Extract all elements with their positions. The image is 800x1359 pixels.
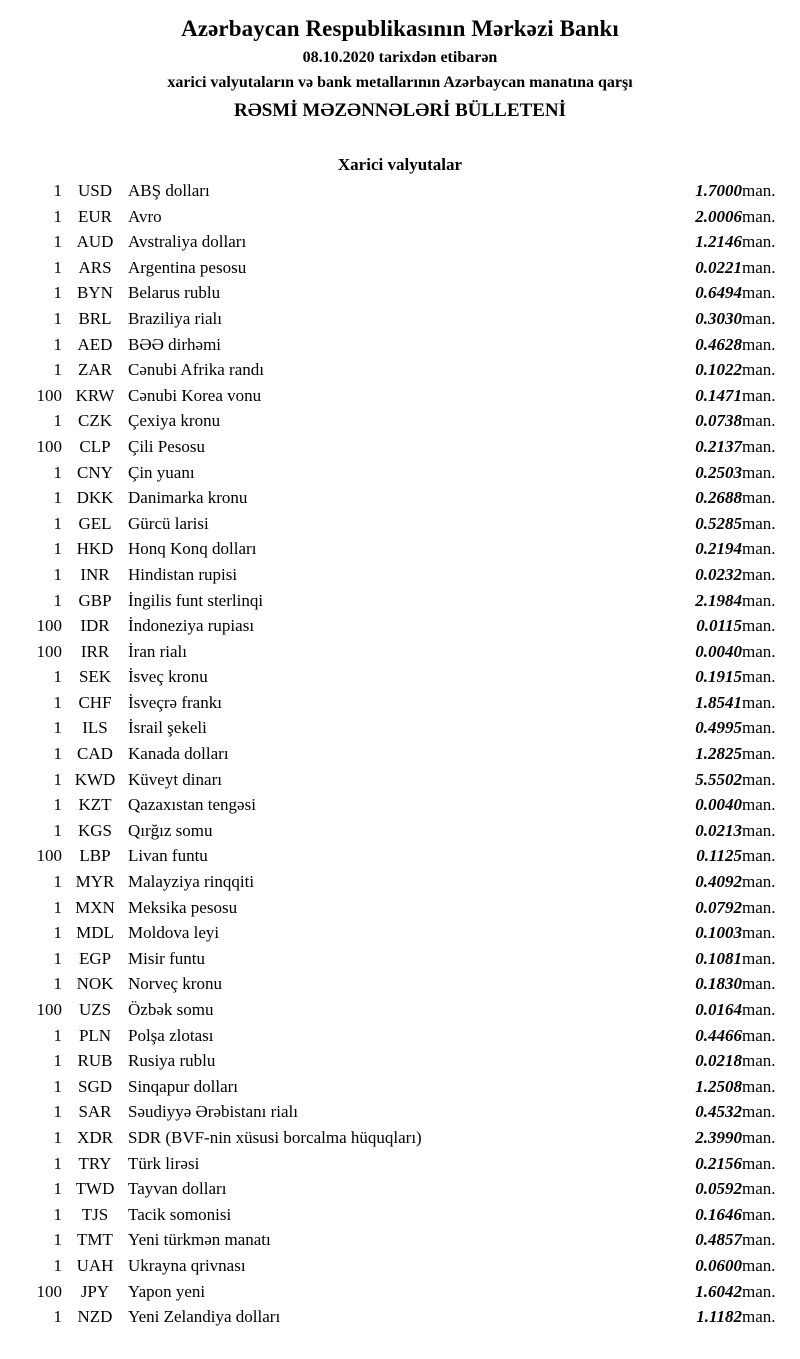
currency-quantity: 100 — [36, 385, 62, 405]
currency-unit: man. — [742, 385, 776, 405]
currency-code: KZT — [78, 795, 112, 815]
table-row — [0, 1102, 800, 1128]
currency-code: TRY — [78, 1153, 112, 1173]
table-row — [0, 181, 800, 207]
currency-unit: man. — [742, 923, 776, 943]
currency-code: SEK — [78, 667, 112, 687]
currency-quantity: 1 — [53, 769, 62, 789]
currency-unit: man. — [742, 1076, 776, 1096]
currency-rate: 0.4532 — [695, 1102, 742, 1122]
currency-name: Sinqapur dolları — [128, 1076, 239, 1096]
currency-name: Qazaxıstan tengəsi — [128, 795, 256, 815]
currency-quantity: 1 — [53, 744, 62, 764]
currency-quantity: 1 — [53, 181, 62, 200]
currency-code: XDR — [77, 1127, 113, 1147]
currency-code: CNY — [77, 462, 113, 482]
currency-name: İngilis funt sterlinqi — [128, 590, 264, 610]
currency-code: GEL — [78, 513, 112, 533]
table-row — [0, 1077, 800, 1103]
currency-code: INR — [80, 564, 110, 584]
currency-rates-table — [0, 181, 800, 1333]
currency-unit: man. — [742, 360, 776, 380]
currency-quantity: 1 — [53, 539, 62, 559]
currency-rate: 0.2688 — [695, 488, 742, 508]
currency-quantity: 1 — [53, 488, 62, 508]
currency-rate: 0.0040 — [695, 641, 742, 661]
currency-code: SAR — [78, 1102, 112, 1122]
currency-unit: man. — [742, 1307, 776, 1327]
currency-unit: man. — [742, 1025, 776, 1045]
currency-code: CZK — [78, 411, 112, 431]
document-header — [0, 16, 800, 122]
currency-unit: man. — [742, 206, 776, 226]
currency-unit: man. — [742, 334, 776, 354]
currency-code: PLN — [78, 1025, 112, 1045]
currency-name: Avstraliya dolları — [128, 232, 247, 252]
currency-name: ABŞ dolları — [128, 181, 210, 200]
currency-quantity: 1 — [53, 590, 62, 610]
currency-code: USD — [77, 181, 112, 200]
currency-code: EGP — [78, 948, 112, 968]
table-row — [0, 283, 800, 309]
currency-quantity: 100 — [36, 1000, 62, 1019]
currency-name: Özbək somu — [128, 1000, 214, 1019]
currency-quantity: 1 — [53, 1076, 62, 1096]
currency-unit: man. — [742, 795, 776, 815]
table-row — [0, 1154, 800, 1180]
currency-name: Ukrayna qrivnası — [128, 1255, 246, 1275]
currency-name: Honq Konq dolları — [128, 539, 257, 559]
currency-quantity: 1 — [53, 948, 62, 968]
currency-code: LBP — [79, 846, 111, 866]
currency-rate: 1.2508 — [695, 1076, 742, 1096]
currency-rate: 0.2137 — [695, 436, 742, 456]
currency-quantity: 1 — [53, 897, 62, 917]
currency-quantity: 1 — [53, 974, 62, 994]
table-row — [0, 1256, 800, 1282]
currency-code: IRR — [80, 641, 110, 661]
table-row — [0, 770, 800, 796]
currency-name: Cənubi Afrika randı — [128, 360, 264, 380]
currency-rate: 0.0115 — [696, 616, 742, 636]
currency-rate: 0.0164 — [695, 1000, 742, 1019]
currency-unit: man. — [742, 641, 776, 661]
currency-quantity: 1 — [53, 1102, 62, 1122]
currency-unit: man. — [742, 948, 776, 968]
currency-quantity: 1 — [53, 1255, 62, 1275]
currency-unit: man. — [742, 846, 776, 866]
table-row — [0, 565, 800, 591]
currency-rate: 1.7000 — [695, 181, 742, 200]
currency-quantity: 1 — [53, 820, 62, 840]
currency-name: Belarus rublu — [128, 283, 221, 303]
currency-quantity: 1 — [53, 795, 62, 815]
currency-code: AED — [77, 334, 113, 354]
currency-quantity: 1 — [53, 872, 62, 892]
currency-name: İsrail şekeli — [128, 718, 207, 738]
currency-name: Tayvan dolları — [128, 1179, 227, 1199]
currency-rate: 1.8541 — [695, 692, 742, 712]
currency-unit: man. — [742, 1153, 776, 1173]
currency-unit: man. — [742, 616, 776, 636]
currency-code: ARS — [78, 257, 112, 277]
currency-unit: man. — [742, 462, 776, 482]
currency-quantity: 100 — [36, 436, 62, 456]
effective-date-line: 08.10.2020 tarixdən etibarən — [302, 49, 498, 66]
table-row — [0, 642, 800, 668]
currency-unit: man. — [742, 590, 776, 610]
currency-unit: man. — [742, 744, 776, 764]
currency-rate: 0.0600 — [695, 1255, 742, 1275]
currency-rate: 0.0221 — [695, 257, 742, 277]
currency-name: Çexiya kronu — [128, 411, 221, 431]
currency-rate: 0.1830 — [695, 974, 742, 994]
currency-name: Malayziya rinqqiti — [128, 872, 255, 892]
currency-name: Avro — [128, 206, 162, 226]
section-title-foreign-currencies: Xarici valyutalar — [337, 155, 463, 174]
currency-quantity: 1 — [53, 308, 62, 328]
currency-unit: man. — [742, 411, 776, 431]
currency-name: Yeni Zelandiya dolları — [128, 1307, 281, 1327]
currency-code: MXN — [75, 897, 115, 917]
currency-code: NOK — [76, 974, 114, 994]
currency-unit: man. — [742, 488, 776, 508]
table-row — [0, 411, 800, 437]
currency-quantity: 100 — [36, 641, 62, 661]
table-row — [0, 437, 800, 463]
currency-code: HKD — [76, 539, 114, 559]
currency-rate: 0.0792 — [695, 897, 742, 917]
currency-code: CLP — [79, 436, 111, 456]
table-row — [0, 514, 800, 540]
currency-quantity: 1 — [53, 232, 62, 252]
currency-rate: 2.3990 — [695, 1127, 742, 1147]
currency-rate: 1.1182 — [696, 1307, 742, 1327]
table-row — [0, 207, 800, 233]
table-row — [0, 335, 800, 361]
currency-quantity: 1 — [53, 334, 62, 354]
currency-quantity: 1 — [53, 513, 62, 533]
table-row — [0, 821, 800, 847]
currency-rate: 0.0040 — [695, 795, 742, 815]
currency-unit: man. — [742, 436, 776, 456]
currency-rate: 1.2825 — [695, 744, 742, 764]
currency-name: Çin yuanı — [128, 462, 195, 482]
currency-name: Polşa zlotası — [128, 1025, 214, 1045]
table-row — [0, 1230, 800, 1256]
currency-name: Moldova leyi — [128, 923, 220, 943]
table-row — [0, 488, 800, 514]
currency-quantity: 100 — [36, 1281, 62, 1301]
currency-rate: 0.4628 — [695, 334, 742, 354]
currency-rate: 2.1984 — [695, 590, 742, 610]
currency-code: MDL — [76, 923, 114, 943]
currency-rate: 0.1471 — [695, 385, 742, 405]
currency-name: Danimarka kronu — [128, 488, 248, 508]
currency-quantity: 1 — [53, 1127, 62, 1147]
currency-code: ILS — [82, 718, 108, 738]
table-row — [0, 744, 800, 770]
currency-rate: 0.2194 — [695, 539, 742, 559]
currency-code: NZD — [77, 1307, 113, 1327]
table-row — [0, 795, 800, 821]
currency-quantity: 1 — [53, 1153, 62, 1173]
table-row — [0, 1000, 800, 1026]
table-row — [0, 463, 800, 489]
currency-name: Türk lirəsi — [128, 1153, 200, 1173]
currency-name: Gürcü larisi — [128, 513, 209, 533]
currency-rate: 0.1915 — [695, 667, 742, 687]
table-row — [0, 591, 800, 617]
currency-unit: man. — [742, 1179, 776, 1199]
currency-code: KWD — [74, 769, 116, 789]
currency-code: IDR — [80, 616, 110, 636]
currency-name: Qırğız somu — [128, 820, 213, 840]
currency-rate: 0.1125 — [696, 846, 742, 866]
currency-code: AUD — [76, 232, 114, 252]
table-row — [0, 693, 800, 719]
table-row — [0, 1205, 800, 1231]
currency-unit: man. — [742, 1051, 776, 1071]
currency-code: ZAR — [78, 360, 112, 380]
currency-quantity: 100 — [36, 846, 62, 866]
currency-name: İndoneziya rupiası — [128, 616, 255, 636]
table-row — [0, 667, 800, 693]
currency-name: Argentina pesosu — [128, 257, 247, 277]
currency-rate: 0.0592 — [695, 1179, 742, 1199]
currency-unit: man. — [742, 1255, 776, 1275]
currency-unit: man. — [742, 1127, 776, 1147]
currency-code: JPY — [80, 1281, 110, 1301]
currency-name: Hindistan rupisi — [128, 564, 238, 584]
currency-unit: man. — [742, 1204, 776, 1224]
currency-rate: 0.1022 — [695, 360, 742, 380]
table-row — [0, 309, 800, 335]
currency-code: SGD — [77, 1076, 112, 1096]
currency-quantity: 1 — [53, 1051, 62, 1071]
currency-name: Rusiya rublu — [128, 1051, 216, 1071]
currency-name: İsveçrə frankı — [128, 692, 222, 712]
currency-quantity: 1 — [53, 1204, 62, 1224]
table-row — [0, 898, 800, 924]
currency-quantity: 1 — [53, 462, 62, 482]
currency-unit: man. — [742, 692, 776, 712]
currency-rate: 0.4092 — [695, 872, 742, 892]
currency-quantity: 100 — [36, 616, 62, 636]
currency-name: SDR (BVF-nin xüsusi borcalma hüquqları) — [128, 1127, 422, 1147]
table-row — [0, 1307, 800, 1333]
currency-rate: 0.1646 — [695, 1204, 742, 1224]
table-row — [0, 1051, 800, 1077]
currency-unit: man. — [742, 539, 776, 559]
currency-name: Yeni türkmən manatı — [128, 1230, 271, 1250]
table-row — [0, 1128, 800, 1154]
bank-title: Azərbaycan Respublikasının Mərkəzi Bankı — [181, 16, 619, 41]
currency-unit: man. — [742, 1000, 776, 1019]
currency-rate: 0.4995 — [695, 718, 742, 738]
currency-rate: 0.2156 — [695, 1153, 742, 1173]
currency-unit: man. — [742, 232, 776, 252]
currency-unit: man. — [742, 769, 776, 789]
table-row — [0, 616, 800, 642]
currency-name: Küveyt dinarı — [128, 769, 222, 789]
currency-name: Kanada dolları — [128, 744, 229, 764]
currency-name: Braziliya rialı — [128, 308, 222, 328]
currency-unit: man. — [742, 667, 776, 687]
currency-quantity: 1 — [53, 718, 62, 738]
currency-quantity: 1 — [53, 283, 62, 303]
currency-code: BRL — [78, 308, 112, 328]
currency-code: BYN — [77, 283, 113, 303]
table-row — [0, 949, 800, 975]
currency-rate: 0.2503 — [695, 462, 742, 482]
currency-unit: man. — [742, 308, 776, 328]
currency-code: TMT — [77, 1230, 113, 1250]
currency-quantity: 1 — [53, 1307, 62, 1327]
currency-name: İran rialı — [128, 641, 187, 661]
currency-unit: man. — [742, 974, 776, 994]
currency-name: Yapon yeni — [128, 1281, 206, 1301]
table-row — [0, 846, 800, 872]
currency-rate: 0.6494 — [695, 283, 742, 303]
currency-code: EUR — [78, 206, 112, 226]
table-row — [0, 232, 800, 258]
table-row — [0, 360, 800, 386]
currency-quantity: 1 — [53, 1230, 62, 1250]
currency-code: RUB — [77, 1051, 113, 1071]
currency-rate: 1.6042 — [695, 1281, 742, 1301]
currency-code: KGS — [77, 820, 112, 840]
table-row — [0, 1282, 800, 1308]
currency-name: Tacik somonisi — [128, 1204, 232, 1224]
table-row — [0, 386, 800, 412]
currency-rate: 0.5285 — [695, 513, 742, 533]
currency-name: Meksika pesosu — [128, 897, 238, 917]
currency-unit: man. — [742, 283, 776, 303]
currency-code: DKK — [76, 488, 114, 508]
currency-quantity: 1 — [53, 692, 62, 712]
currency-unit: man. — [742, 1102, 776, 1122]
currency-code: MYR — [75, 872, 115, 892]
table-row — [0, 923, 800, 949]
currency-unit: man. — [742, 897, 776, 917]
currency-rate: 1.2146 — [695, 232, 742, 252]
currency-name: Çili Pesosu — [128, 436, 205, 456]
table-row — [0, 1026, 800, 1052]
currency-rate: 0.0232 — [695, 564, 742, 584]
currency-rate: 0.1003 — [695, 923, 742, 943]
currency-unit: man. — [742, 718, 776, 738]
currency-unit: man. — [742, 1230, 776, 1250]
currency-name: Norveç kronu — [128, 974, 222, 994]
currency-rate: 0.3030 — [695, 308, 742, 328]
currency-code: TWD — [75, 1179, 115, 1199]
table-row — [0, 539, 800, 565]
currency-quantity: 1 — [53, 564, 62, 584]
currency-quantity: 1 — [53, 1179, 62, 1199]
currency-code: KRW — [75, 385, 115, 405]
currency-unit: man. — [742, 872, 776, 892]
currency-quantity: 1 — [53, 1025, 62, 1045]
table-row — [0, 974, 800, 1000]
currency-rate: 2.0006 — [695, 206, 742, 226]
currency-quantity: 1 — [53, 667, 62, 687]
currency-unit: man. — [742, 564, 776, 584]
currency-quantity: 1 — [53, 206, 62, 226]
document-subtitle: xarici valyutaların və bank metallarının Azərbaycan manatına qarşı — [167, 74, 633, 91]
currency-rate: 0.0218 — [695, 1051, 742, 1071]
currency-rate: 0.4466 — [695, 1025, 742, 1045]
currency-quantity: 1 — [53, 360, 62, 380]
currency-name: Misir funtu — [128, 948, 205, 968]
currency-unit: man. — [742, 820, 776, 840]
currency-code: GBP — [78, 590, 112, 610]
currency-code: UAH — [76, 1255, 114, 1275]
currency-rate: 0.1081 — [695, 948, 742, 968]
currency-unit: man. — [742, 1281, 776, 1301]
table-row — [0, 258, 800, 284]
bulletin-heading: RƏSMİ MƏZƏNNƏLƏRİ BÜLLETENİ — [233, 100, 566, 121]
currency-name: Livan funtu — [128, 846, 208, 866]
currency-rate: 0.0213 — [695, 820, 742, 840]
currency-unit: man. — [742, 181, 776, 200]
currency-code: TJS — [81, 1204, 109, 1224]
table-row — [0, 872, 800, 898]
currency-code: CAD — [77, 744, 113, 764]
currency-quantity: 1 — [53, 923, 62, 943]
table-row — [0, 1179, 800, 1205]
currency-name: BƏƏ dirhəmi — [128, 334, 222, 354]
currency-code: CHF — [78, 692, 112, 712]
currency-name: Cənubi Korea vonu — [128, 385, 262, 405]
currency-rate: 0.4857 — [695, 1230, 742, 1250]
currency-rate: 0.0738 — [695, 411, 742, 431]
currency-quantity: 1 — [53, 411, 62, 431]
table-row — [0, 718, 800, 744]
currency-name: İsveç kronu — [128, 667, 208, 687]
currency-quantity: 1 — [53, 257, 62, 277]
currency-unit: man. — [742, 513, 776, 533]
currency-unit: man. — [742, 257, 776, 277]
currency-name: Səudiyyə Ərəbistanı rialı — [128, 1102, 298, 1122]
currency-code: UZS — [78, 1000, 112, 1019]
currency-rate: 5.5502 — [695, 769, 742, 789]
